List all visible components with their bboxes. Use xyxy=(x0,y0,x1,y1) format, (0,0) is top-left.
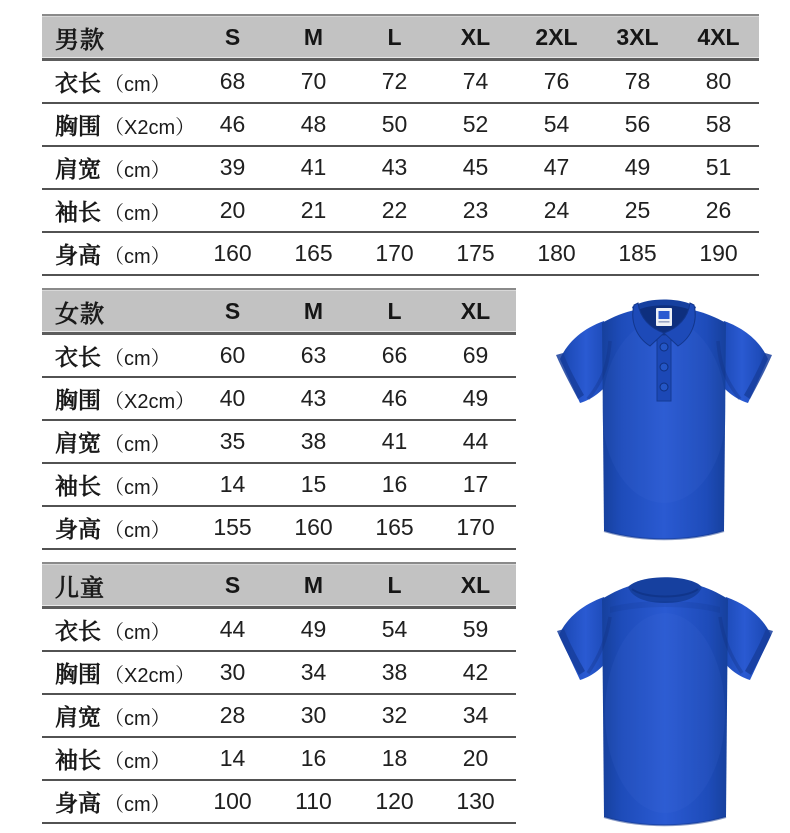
measurement-row xyxy=(42,781,516,824)
size-column-header: L xyxy=(387,23,402,50)
row-label-cell xyxy=(42,613,192,646)
size-column-header: M xyxy=(303,23,324,50)
table-header-bar xyxy=(42,288,516,335)
row-unit: （X2cm） xyxy=(104,665,196,687)
measurement-value: 28 xyxy=(219,702,246,728)
row-unit: （cm） xyxy=(104,477,171,499)
measurement-value: 45 xyxy=(462,154,489,180)
row-label-cell xyxy=(42,425,192,458)
measurement-value: 58 xyxy=(705,111,732,137)
womens-size-table xyxy=(42,288,516,550)
measurement-value: 20 xyxy=(462,745,489,771)
measurement-value: 165 xyxy=(375,514,414,540)
measurement-value: 38 xyxy=(381,659,408,685)
mens-size-table xyxy=(42,14,759,276)
row-label: 衣长 xyxy=(55,618,101,644)
size-column-header: S xyxy=(224,571,241,598)
measurement-value: 155 xyxy=(213,514,252,540)
row-label-cell xyxy=(42,785,192,818)
measurement-value: 40 xyxy=(219,385,246,411)
size-column-header: M xyxy=(303,571,324,598)
measurement-value: 20 xyxy=(219,197,246,223)
measurement-value: 22 xyxy=(381,197,408,223)
row-unit: （cm） xyxy=(104,520,171,542)
measurement-value: 39 xyxy=(219,154,246,180)
measurement-value: 52 xyxy=(462,111,489,137)
size-column-header: 3XL xyxy=(616,23,659,50)
measurement-value: 25 xyxy=(624,197,651,223)
size-column-header: M xyxy=(303,297,324,324)
measurement-value: 38 xyxy=(300,428,327,454)
measurement-value: 46 xyxy=(381,385,408,411)
row-label: 肩宽 xyxy=(55,156,101,182)
measurement-row xyxy=(42,738,516,781)
row-label: 衣长 xyxy=(55,344,101,370)
measurement-row xyxy=(42,104,759,147)
kids-size-table xyxy=(42,562,516,824)
measurement-value: 43 xyxy=(381,154,408,180)
row-unit: （cm） xyxy=(104,794,171,816)
measurement-row xyxy=(42,652,516,695)
row-label-cell xyxy=(42,699,192,732)
measurement-value: 68 xyxy=(219,68,246,94)
measurement-row xyxy=(42,233,759,276)
row-unit: （cm） xyxy=(104,348,171,370)
polo-shirt-back-image xyxy=(540,553,790,831)
row-label-cell xyxy=(42,742,192,775)
measurement-row xyxy=(42,147,759,190)
measurement-value: 17 xyxy=(462,471,489,497)
size-column-header: L xyxy=(387,297,402,324)
polo-back-graphic xyxy=(540,553,790,831)
measurement-value: 41 xyxy=(381,428,408,454)
row-label: 肩宽 xyxy=(55,704,101,730)
size-column-header: L xyxy=(387,571,402,598)
measurement-value: 56 xyxy=(624,111,651,137)
measurement-value: 59 xyxy=(462,616,489,642)
measurement-value: 34 xyxy=(300,659,327,685)
polo-shirt-front-image xyxy=(538,281,790,546)
measurement-value: 42 xyxy=(462,659,489,685)
row-label-cell xyxy=(42,194,192,227)
measurement-value: 54 xyxy=(381,616,408,642)
measurement-value: 190 xyxy=(699,240,738,266)
measurement-value: 76 xyxy=(543,68,570,94)
size-column-header: S xyxy=(224,23,241,50)
measurement-value: 60 xyxy=(219,342,246,368)
polo-front-graphic xyxy=(538,281,790,546)
measurement-row xyxy=(42,507,516,550)
measurement-value: 47 xyxy=(543,154,570,180)
measurement-value: 49 xyxy=(462,385,489,411)
measurement-value: 170 xyxy=(456,514,495,540)
measurement-value: 185 xyxy=(618,240,657,266)
row-unit: （X2cm） xyxy=(104,117,196,139)
row-label: 身高 xyxy=(55,790,101,816)
measurement-row xyxy=(42,378,516,421)
row-unit: （cm） xyxy=(104,203,171,225)
measurement-value: 32 xyxy=(381,702,408,728)
measurement-value: 54 xyxy=(543,111,570,137)
measurement-value: 80 xyxy=(705,68,732,94)
measurement-value: 49 xyxy=(300,616,327,642)
row-label: 胸围 xyxy=(55,387,101,413)
measurement-value: 21 xyxy=(300,197,327,223)
size-column-header: 2XL xyxy=(535,23,578,50)
measurement-value: 14 xyxy=(219,745,246,771)
measurement-value: 43 xyxy=(300,385,327,411)
row-unit: （cm） xyxy=(104,246,171,268)
table-title: 女款 xyxy=(55,300,105,328)
measurement-value: 30 xyxy=(219,659,246,685)
row-label: 身高 xyxy=(55,242,101,268)
measurement-value: 26 xyxy=(705,197,732,223)
measurement-value: 120 xyxy=(375,788,414,814)
row-label-cell xyxy=(42,108,196,141)
measurement-value: 70 xyxy=(300,68,327,94)
row-unit: （cm） xyxy=(104,160,171,182)
measurement-value: 35 xyxy=(219,428,246,454)
row-unit: （cm） xyxy=(104,434,171,456)
measurement-value: 24 xyxy=(543,197,570,223)
measurement-value: 16 xyxy=(300,745,327,771)
measurement-value: 66 xyxy=(381,342,408,368)
row-label: 衣长 xyxy=(55,70,101,96)
measurement-value: 44 xyxy=(462,428,489,454)
row-label-cell xyxy=(42,468,192,501)
size-column-header: 4XL xyxy=(697,23,740,50)
measurement-row xyxy=(42,464,516,507)
table-title: 男款 xyxy=(55,26,105,54)
measurement-row xyxy=(42,695,516,738)
measurement-value: 160 xyxy=(294,514,333,540)
row-unit: （cm） xyxy=(104,751,171,773)
table-header-bar xyxy=(42,562,516,609)
measurement-value: 41 xyxy=(300,154,327,180)
size-column-header: XL xyxy=(460,23,491,50)
row-unit: （X2cm） xyxy=(104,391,196,413)
neck-label xyxy=(656,308,672,326)
size-column-header: XL xyxy=(460,571,491,598)
row-label: 袖长 xyxy=(55,747,101,773)
measurement-value: 130 xyxy=(456,788,495,814)
measurement-value: 34 xyxy=(462,702,489,728)
row-unit: （cm） xyxy=(104,622,171,644)
measurement-value: 110 xyxy=(295,788,332,814)
measurement-value: 165 xyxy=(294,240,333,266)
size-column-header: XL xyxy=(460,297,491,324)
measurement-value: 49 xyxy=(624,154,651,180)
row-label: 胸围 xyxy=(55,113,101,139)
measurement-value: 74 xyxy=(462,68,489,94)
measurement-value: 180 xyxy=(537,240,576,266)
measurement-row xyxy=(42,335,516,378)
measurement-value: 44 xyxy=(219,616,246,642)
measurement-value: 160 xyxy=(213,240,252,266)
measurement-value: 23 xyxy=(462,197,489,223)
measurement-value: 50 xyxy=(381,111,408,137)
row-label-cell xyxy=(42,382,196,415)
row-unit: （cm） xyxy=(104,708,171,730)
measurement-row xyxy=(42,609,516,652)
row-unit: （cm） xyxy=(104,74,171,96)
row-label-cell xyxy=(42,656,196,689)
measurement-value: 14 xyxy=(219,471,246,497)
measurement-value: 46 xyxy=(219,111,246,137)
measurement-value: 69 xyxy=(462,342,489,368)
row-label-cell xyxy=(42,65,192,98)
measurement-value: 16 xyxy=(381,471,408,497)
measurement-value: 30 xyxy=(300,702,327,728)
row-label: 胸围 xyxy=(55,661,101,687)
measurement-row xyxy=(42,61,759,104)
row-label: 肩宽 xyxy=(55,430,101,456)
measurement-value: 15 xyxy=(300,471,327,497)
size-column-header: S xyxy=(224,297,241,324)
measurement-value: 78 xyxy=(624,68,651,94)
row-label-cell xyxy=(42,151,192,184)
measurement-value: 72 xyxy=(381,68,408,94)
row-label: 袖长 xyxy=(55,199,101,225)
measurement-value: 48 xyxy=(300,111,327,137)
measurement-value: 175 xyxy=(456,240,495,266)
measurement-row xyxy=(42,190,759,233)
row-label: 身高 xyxy=(55,516,101,542)
measurement-value: 170 xyxy=(375,240,414,266)
measurement-row xyxy=(42,421,516,464)
measurement-value: 51 xyxy=(705,154,732,180)
row-label-cell xyxy=(42,511,192,544)
measurement-value: 100 xyxy=(213,788,252,814)
measurement-value: 63 xyxy=(300,342,327,368)
row-label-cell xyxy=(42,339,192,372)
row-label: 袖长 xyxy=(55,473,101,499)
table-title: 儿童 xyxy=(55,574,105,602)
row-label-cell xyxy=(42,237,192,270)
measurement-value: 18 xyxy=(381,745,408,771)
table-header-bar xyxy=(42,14,759,61)
